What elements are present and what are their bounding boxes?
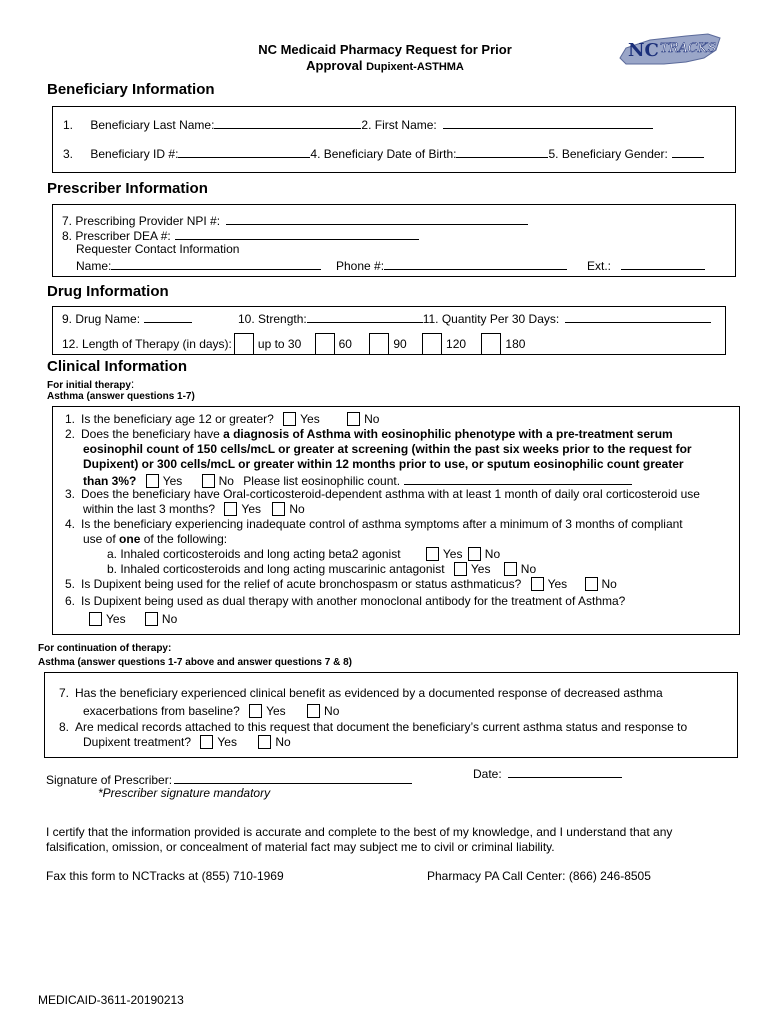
clinical-q3: Does the beneficiary have Oral-corticosteroid-dependent asthma with at least 1 month of daily oral corticosteroid use [81, 487, 700, 501]
strength-label: 10. Strength: [238, 312, 307, 326]
checkbox-180[interactable] [481, 333, 501, 355]
certify-line2: falsification, omission, or concealment of material fact may subject me to civil or criminal liability. [46, 840, 555, 854]
initial-therapy-label: For initial therapy: [47, 377, 135, 391]
q4b-no-checkbox[interactable] [504, 562, 517, 576]
drug-box [52, 306, 726, 355]
form-title-line2: Approval Dupixent-ASTHMA [306, 58, 464, 73]
drug-heading: Drug Information [47, 283, 169, 300]
gender-label: 5. Beneficiary Gender: [548, 147, 668, 161]
length-of-therapy-label: 12. Length of Therapy (in days): [62, 337, 232, 351]
q7-yes-checkbox[interactable] [249, 704, 262, 718]
q3-no-checkbox[interactable] [272, 502, 285, 516]
q6-yes-checkbox[interactable] [89, 612, 102, 626]
continuation-q7: Has the beneficiary experienced clinical benefit as evidenced by a documented response of decreased asthma [75, 686, 663, 700]
beneficiary-box [52, 106, 736, 173]
clinical-q2: Does the beneficiary have [81, 427, 224, 441]
date-label: Date: [473, 767, 502, 781]
dea-field[interactable] [175, 227, 419, 240]
svg-text:NC: NC [628, 40, 659, 61]
q8-no-checkbox[interactable] [258, 735, 271, 749]
option-60: 60 [338, 337, 352, 351]
form-title-line1: NC Medicaid Pharmacy Request for Prior [258, 42, 512, 57]
continuation-q8: Are medical records attached to this request that document the beneficiary’s current asthma status and response to [75, 720, 688, 734]
beneficiary-last-name-field[interactable] [214, 116, 361, 129]
option-180: 180 [505, 337, 526, 351]
eosinophil-count-field[interactable] [404, 472, 632, 485]
clinical-q4: Is the beneficiary experiencing inadequate control of asthma symptoms after a minimum of 3 months of compliant [81, 517, 683, 531]
q6-no-checkbox[interactable] [145, 612, 158, 626]
clinical-q4a: a. Inhaled corticosteroids and long acting beta2 agonist [107, 547, 401, 561]
q7-no-checkbox[interactable] [307, 704, 320, 718]
prescriber-heading: Prescriber Information [47, 180, 208, 197]
call-center-info: Pharmacy PA Call Center: (866) 246-8505 [427, 869, 651, 883]
nc-map-icon [616, 28, 724, 68]
q1-no-checkbox[interactable] [347, 412, 360, 426]
clinical-q6: Is Dupixent being used as dual therapy with another monoclonal antibody for the treatment of Asthma? [81, 594, 626, 608]
svg-text:TRACKS: TRACKS [660, 41, 717, 56]
drug-name-field[interactable] [144, 310, 192, 323]
beneficiary-last-name-label: Beneficiary Last Name: [90, 118, 215, 132]
signature-note: *Prescriber signature mandatory [98, 786, 271, 800]
continuation-label: For continuation of therapy: [38, 643, 172, 654]
quantity-field[interactable] [565, 310, 711, 323]
option-120: 120 [446, 337, 467, 351]
first-name-label: 2. First Name: [361, 118, 437, 132]
drug-name-label: 9. Drug Name: [62, 312, 141, 326]
option-up-to-30: up to 30 [257, 337, 302, 351]
clinical-q1: Is the beneficiary age 12 or greater? [81, 412, 274, 426]
phone-field[interactable] [384, 257, 567, 270]
dea-label: 8. Prescriber DEA #: [62, 229, 171, 243]
phone-label: Phone #: [336, 259, 385, 273]
q3-yes-checkbox[interactable] [224, 502, 237, 516]
nctracks-logo [616, 28, 724, 68]
checkbox-90[interactable] [369, 333, 389, 355]
checkbox-up-to-30[interactable] [234, 333, 254, 355]
npi-label: 7. Prescribing Provider NPI #: [62, 214, 221, 228]
first-name-field[interactable] [443, 116, 653, 129]
q1-yes-checkbox[interactable] [283, 412, 296, 426]
q5-no-checkbox[interactable] [585, 577, 598, 591]
contact-name-field[interactable] [111, 257, 321, 270]
q2-yes-checkbox[interactable] [146, 474, 159, 488]
beneficiary-id-field[interactable] [178, 145, 310, 158]
quantity-label: 11. Quantity Per 30 Days: [422, 312, 560, 326]
q8-yes-checkbox[interactable] [200, 735, 213, 749]
certify-line1: I certify that the information provided is accurate and complete to the best of my knowledge, and I understand that any [46, 825, 673, 839]
dob-label: 4. Beneficiary Date of Birth: [310, 147, 457, 161]
option-90: 90 [393, 337, 407, 351]
q4a-yes-checkbox[interactable] [426, 547, 439, 561]
q1-number: 1. [63, 118, 74, 132]
q3-number: 3. [63, 147, 74, 161]
checkbox-60[interactable] [315, 333, 335, 355]
date-field[interactable] [508, 765, 622, 778]
npi-field[interactable] [226, 212, 528, 225]
ext-field[interactable] [621, 257, 705, 270]
fax-info: Fax this form to NCTracks at (855) 710-1969 [46, 869, 284, 883]
contact-name-label: Name: [76, 259, 112, 273]
continuation-box: 7. Has the beneficiary experienced clinical benefit as evidenced by a documented response of decreased asthma exacerbations from baseline? Yes No 8. Are medical records attached to this request that document the beneficiary’s current asthma status and response to Dupixent treatment? Yes No [44, 672, 738, 758]
checkbox-120[interactable] [422, 333, 442, 355]
contact-label: Requester Contact Information [76, 242, 240, 256]
gender-field[interactable] [672, 145, 704, 158]
dob-field[interactable] [456, 145, 548, 158]
ext-label: Ext.: [587, 259, 612, 273]
signature-field[interactable] [174, 771, 412, 784]
strength-field[interactable] [307, 310, 423, 323]
clinical-q4b: b. Inhaled corticosteroids and long acting muscarinic antagonist [107, 562, 445, 576]
q4a-no-checkbox[interactable] [468, 547, 481, 561]
initial-therapy-subtitle: Asthma (answer questions 1-7) [47, 391, 195, 402]
q2-no-checkbox[interactable] [202, 474, 215, 488]
signature-label: Signature of Prescriber: [46, 773, 173, 787]
clinical-heading: Clinical Information [47, 358, 188, 375]
continuation-subtitle: Asthma (answer questions 1-7 above and answer questions 7 & 8) [38, 657, 352, 668]
form-id: MEDICAID-3611-20190213 [38, 993, 184, 1007]
clinical-box: 1. Is the beneficiary age 12 or greater? Yes No 2. Does the beneficiary have a diagnosis of Asthma with eosinophilic phenotype with a pre-treatment serum eosinophil count of 150 cells/mcL or greater at screening (within the past six weeks prior to the request for Dupixent) or 300 cells/mcL or greater within 12 months prior to use, or sputum eosinophilic count greater than 3%? Yes No Please list eosinophilic count. 3. Does the beneficiary have Oral-corticosteroid-dependent asthma with at least 1 month of daily oral corticosteroid use within the last 3 months? Yes No 4. Is the beneficiary experiencing inadequate control of asthma symptoms after a minimum of 3 months of compliant use of one of the following: a. Inhaled corticosteroids and long acting beta2 agonist Yes No b. Inhaled corticosteroids and long acting muscarinic antagonist Yes No 5. Is Dupixent being used for the relief of acute bronchospasm or status asthmaticus? Yes No 6. Is Dupixent being used as dual therapy with another monoclonal antibody for the treatment of Asthma? Yes No [52, 406, 740, 635]
beneficiary-id-label: Beneficiary ID #: [90, 147, 179, 161]
prescriber-box [52, 204, 736, 277]
q5-yes-checkbox[interactable] [531, 577, 544, 591]
beneficiary-heading: Beneficiary Information [47, 81, 215, 98]
q4b-yes-checkbox[interactable] [454, 562, 467, 576]
clinical-q5: Is Dupixent being used for the relief of acute bronchospasm or status asthmaticus? [81, 577, 522, 591]
